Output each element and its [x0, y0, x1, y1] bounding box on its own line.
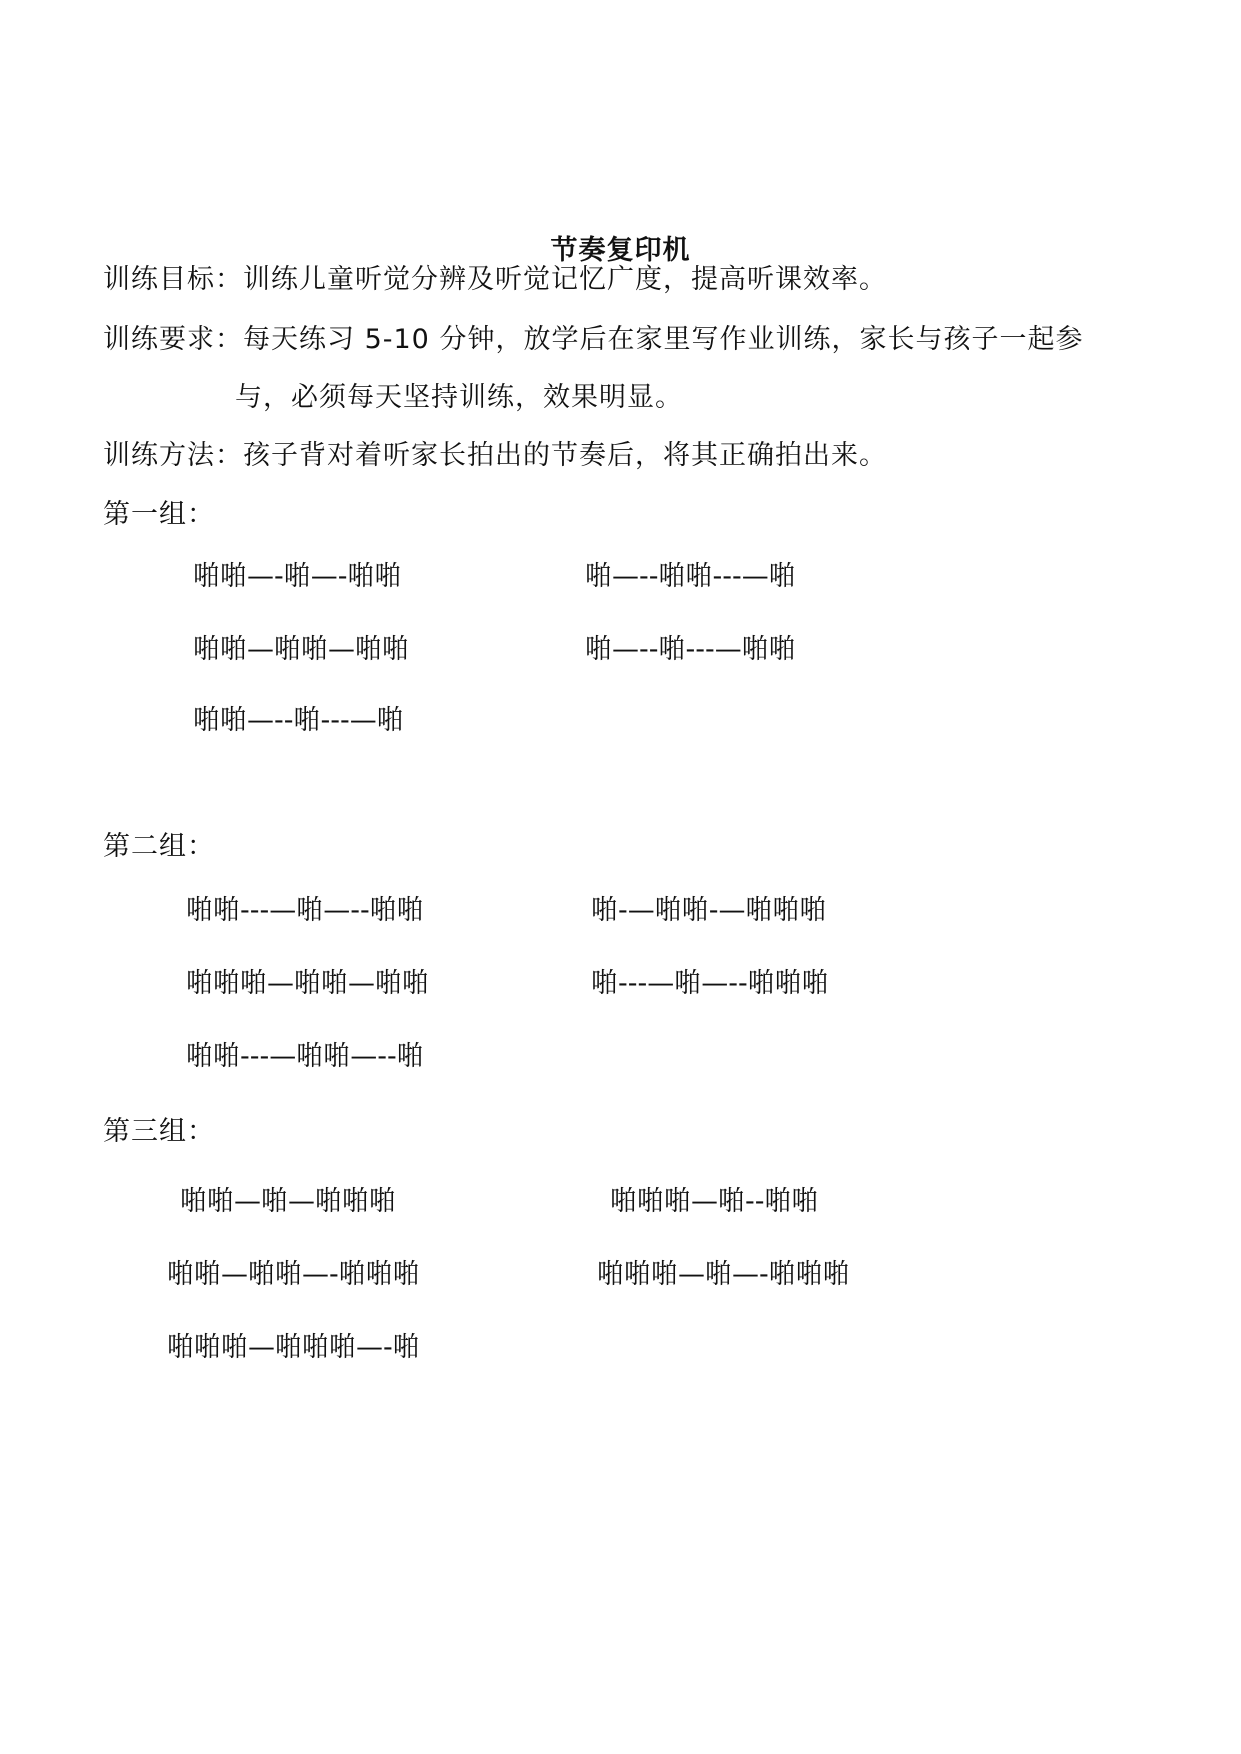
rhythm-item: 啪---—啪—--啪啪啪 [591, 968, 829, 999]
goal-line [103, 262, 887, 298]
rhythm-item: 啪—--啪---—啪啪 [585, 634, 796, 665]
rhythm-item: 啪啪---—啪啪—--啪 [186, 1041, 424, 1072]
group-3-heading: 第三组： [103, 1116, 215, 1147]
rhythm-item: 啪啪啪—啪—-啪啪啪 [597, 1259, 850, 1290]
requirement-text-1: 每天练习 5-10 分钟，放学后在家里写作业训练，家长与孩子一起参 [243, 324, 1084, 355]
requirement-line [103, 322, 1083, 358]
goal-text: 训练儿童听觉分辨及听觉记忆广度，提高听课效率。 [243, 264, 887, 295]
rhythm-item: 啪啪啪—啪啪啪—-啪 [167, 1332, 420, 1363]
rhythm-item: 啪啪啪—啪--啪啪 [610, 1186, 819, 1217]
goal-label: 训练目标： [103, 264, 243, 295]
rhythm-item: 啪-—啪啪-—啪啪啪 [591, 895, 827, 926]
requirement-continuation [235, 380, 683, 416]
rhythm-item: 啪啪---—啪—--啪啪 [186, 895, 424, 926]
rhythm-item: 啪啪啪—啪啪—啪啪 [186, 968, 429, 999]
rhythm-item: 啪啪—啪—啪啪啪 [180, 1186, 396, 1217]
rhythm-item: 啪啪—啪啪—啪啪 [193, 634, 409, 665]
method-line [103, 438, 887, 474]
page-title: 节奏复印机 [550, 235, 691, 266]
rhythm-item: 啪—--啪啪---—啪 [585, 561, 796, 592]
method-text: 孩子背对着听家长拍出的节奏后，将其正确拍出来。 [243, 440, 887, 471]
requirement-text-2: 与，必须每天坚持训练，效果明显。 [235, 382, 683, 413]
rhythm-item: 啪啪—--啪---—啪 [193, 705, 404, 736]
method-label: 训练方法： [103, 440, 243, 471]
rhythm-item: 啪啪—-啪—-啪啪 [193, 561, 402, 592]
group-2-heading: 第二组： [103, 831, 215, 862]
group-1-heading: 第一组： [103, 499, 215, 530]
rhythm-item: 啪啪—啪啪—-啪啪啪 [167, 1259, 420, 1290]
requirement-label: 训练要求： [103, 324, 243, 355]
